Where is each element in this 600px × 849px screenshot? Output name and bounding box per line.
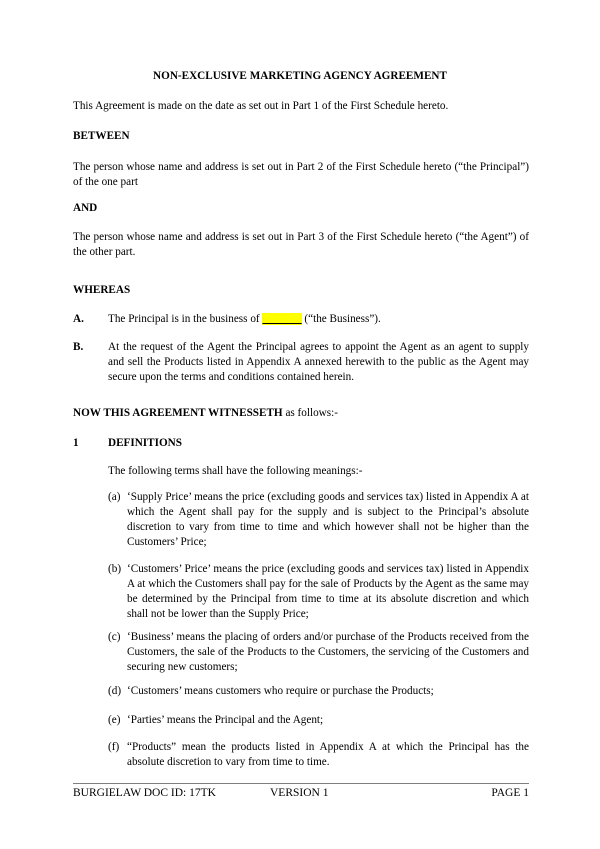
recital-a-letter: A. (73, 313, 84, 325)
party-two-paragraph: The person whose name and address is set out in Part 3 of the First Schedule hereto (“the Agent”) of the other part. (73, 231, 529, 258)
section-heading: DEFINITIONS (108, 437, 182, 449)
footer-doc-id: BURGIELAW DOC ID: 17TK (73, 787, 216, 799)
definition-item (108, 490, 529, 550)
definition-text: ‘Supply Price’ means the price (excluding goods and services tax) listed in Appendix A at which the Agent shall pay for the supply and is subject to the Principal’s absolute discretion to vary from time to time and which however shall not be higher than the Customers’ Price; (127, 491, 529, 548)
document-title: NON-EXCLUSIVE MARKETING AGENCY AGREEMENT (153, 70, 447, 82)
definition-text: ‘Business’ means the placing of orders and/or purchase of the Products received from the Customers, the sale of the Products to the Customers, the servicing of the Customers and securing new customers; (127, 631, 529, 673)
definition-label: (a) (108, 491, 121, 503)
witnesseth-bold: NOW THIS AGREEMENT WITNESSETH (73, 407, 283, 419)
recital-a-text (108, 312, 529, 327)
section-number: 1 (73, 437, 79, 449)
definition-text: ‘Customers’ Price’ means the price (excluding goods and services tax) listed in Appendix A at which the Customers shall pay for the sale of Products by the Agent as the same may be determined by the Principal from time to time at its absolute discretion and which shall not be lower than the Supply Price; (127, 563, 529, 620)
recital-b-letter: B. (73, 341, 84, 353)
witnesseth-line (73, 406, 529, 421)
definition-item (108, 740, 529, 770)
definition-label: (d) (108, 685, 122, 697)
definition-item (108, 630, 529, 675)
definition-item (108, 562, 529, 622)
recital-a-before: The Principal is in the business of (108, 313, 263, 325)
party-one-paragraph: The person whose name and address is set out in Part 2 of the First Schedule hereto (“the Principal”) of the one part (73, 161, 529, 188)
definition-label: (c) (108, 631, 121, 643)
definition-label: (e) (108, 714, 121, 726)
definition-text: ‘Customers’ means customers who require or purchase the Products; (127, 685, 434, 697)
witnesseth-rest: as follows:- (282, 407, 338, 419)
definition-text: ‘Parties’ means the Principal and the Agent; (127, 714, 324, 726)
intro-paragraph: This Agreement is made on the date as set out in Part 1 of the First Schedule hereto. (73, 100, 449, 112)
recital-a-after: (“the Business”). (301, 313, 381, 325)
definition-label: (f) (108, 741, 120, 753)
between-heading: BETWEEN (73, 130, 130, 142)
whereas-heading: WHEREAS (73, 284, 131, 296)
footer-page-number: PAGE 1 (491, 787, 529, 799)
recital-b-text: At the request of the Agent the Principal agrees to appoint the Agent as an agent to supply and sell the Products listed in Appendix A annexed herewith to the public as the Agent may secure upon the terms and conditions contained herein. (108, 341, 529, 383)
footer-divider (73, 783, 529, 784)
business-blank-field: _______ (262, 313, 302, 325)
footer-version: VERSION 1 (270, 787, 329, 799)
definition-text: “Products” mean the products listed in Appendix A at which the Principal has the absolute discretion to vary from time to time. (127, 741, 529, 768)
definitions-lead: The following terms shall have the following meanings:- (108, 465, 363, 477)
definition-item (108, 713, 529, 728)
definition-label: (b) (108, 563, 122, 575)
definition-item (108, 684, 529, 699)
and-heading: AND (73, 202, 98, 214)
